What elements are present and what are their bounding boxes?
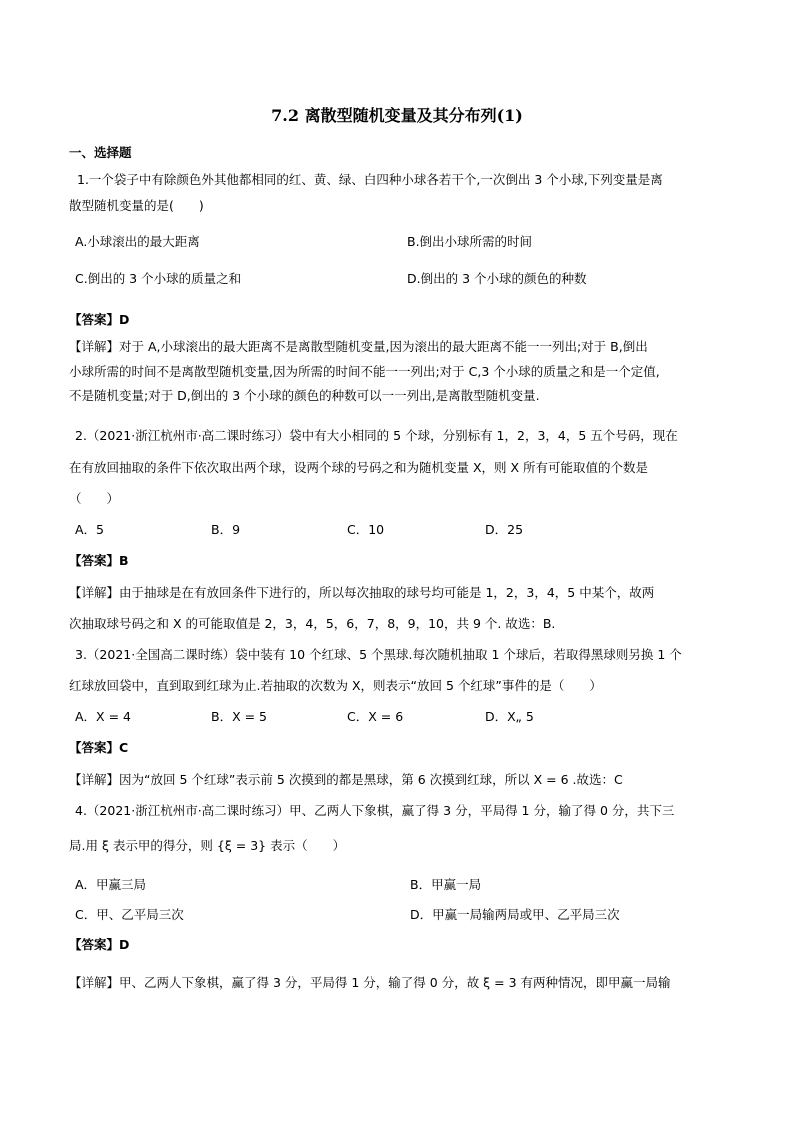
q3-option-d: D．X„ 5 <box>485 709 534 724</box>
document-title: 7.2 离散型随机变量及其分布列(1) <box>271 106 523 125</box>
q4-option-b: B．甲赢一局 <box>410 877 482 892</box>
q3-option-b: B．X = 5 <box>211 709 268 724</box>
q1-detail-line-1: 【详解】对于 A,小球滚出的最大距离不是离散型随机变量,因为滚出的最大距离不能一一列出;对于 B,倒出 <box>69 339 648 354</box>
q2-option-d: D．25 <box>485 522 524 537</box>
q1-answer: 【答案】D <box>69 312 130 327</box>
q3-answer: 【答案】C <box>69 740 129 755</box>
q2-option-a: A．5 <box>75 522 105 537</box>
q1-option-a: A.小球滚出的最大距离 <box>75 234 200 249</box>
q2-stem-line-3: （ ） <box>69 491 120 506</box>
q1-detail-line-2: 小球所需的时间不是离散型随机变量,因为所需的时间不能一一列出;对于 C,3 个小球的质量之和是一个定值, <box>69 364 660 379</box>
q4-option-c: C．甲、乙平局三次 <box>75 907 184 922</box>
q1-stem-line-2: 散型随机变量的是( ) <box>69 198 204 213</box>
q4-answer: 【答案】D <box>69 937 130 952</box>
q2-answer: 【答案】B <box>69 553 129 568</box>
q2-option-b: B．9 <box>211 522 241 537</box>
q4-option-d: D．甲赢一局输两局或甲、乙平局三次 <box>410 907 620 922</box>
q4-detail-line-1: 【详解】甲、乙两人下象棋，赢了得 3 分，平局得 1 分，输了得 0 分，故 ξ = 3 有两种情况，即甲赢一局输 <box>69 975 671 990</box>
q3-option-c: C．X = 6 <box>347 709 404 724</box>
section-heading: 一、选择题 <box>69 145 132 160</box>
q4-stem-line-1: 4.（2021·浙江杭州市·高二课时练习）甲、乙两人下象棋，赢了得 3 分，平局得 1 分，输了得 0 分，共下三 <box>75 803 675 818</box>
q4-stem-line-2: 局.用 ξ 表示甲的得分，则 {ξ = 3} 表示（ ） <box>69 838 346 853</box>
q2-option-c: C．10 <box>347 522 385 537</box>
q3-detail-line-1: 【详解】因为“放回 5 个红球”表示前 5 次摸到的都是黑球，第 6 次摸到红球，所以 X = 6 .故选：C <box>69 772 623 787</box>
q2-detail-line-1: 【详解】由于抽球是在有放回条件下进行的，所以每次抽取的球号均可能是 1，2，3，4，5 中某个，故两 <box>69 585 655 600</box>
q1-option-c: C.倒出的 3 个小球的质量之和 <box>75 271 242 286</box>
q2-stem-line-1: 2.（2021·浙江杭州市·高二课时练习）袋中有大小相同的 5 个球，分别标有 1，2，3，4，5 五个号码，现在 <box>75 428 678 443</box>
q1-option-b: B.倒出小球所需的时间 <box>407 234 533 249</box>
q4-option-a: A．甲赢三局 <box>75 877 147 892</box>
q2-stem-line-2: 在有放回抽取的条件下依次取出两个球，设两个球的号码之和为随机变量 X，则 X 所有可能取值的个数是 <box>69 460 649 475</box>
q3-option-a: A．X = 4 <box>75 709 131 724</box>
q1-stem-line-1: 1.一个袋子中有除颜色外其他都相同的红、黄、绿、白四种小球各若干个,一次倒出 3 个小球,下列变量是离 <box>77 172 663 187</box>
q3-stem-line-1: 3.（2021·全国高二课时练）袋中装有 10 个红球、5 个黑球.每次随机抽取 1 个球后，若取得黑球则另换 1 个 <box>75 647 682 662</box>
q1-option-d: D.倒出的 3 个小球的颜色的种数 <box>407 271 587 286</box>
q2-detail-line-2: 次抽取球号码之和 X 的可能取值是 2，3，4，5，6，7，8，9，10，共 9 个. 故选：B. <box>69 616 556 631</box>
q1-detail-line-3: 不是随机变量;对于 D,倒出的 3 个小球的颜色的种数可以一一列出,是离散型随机变量. <box>69 388 540 403</box>
q3-stem-line-2: 红球放回袋中，直到取到红球为止.若抽取的次数为 X，则表示“放回 5 个红球”事件的是（ ） <box>69 678 602 693</box>
